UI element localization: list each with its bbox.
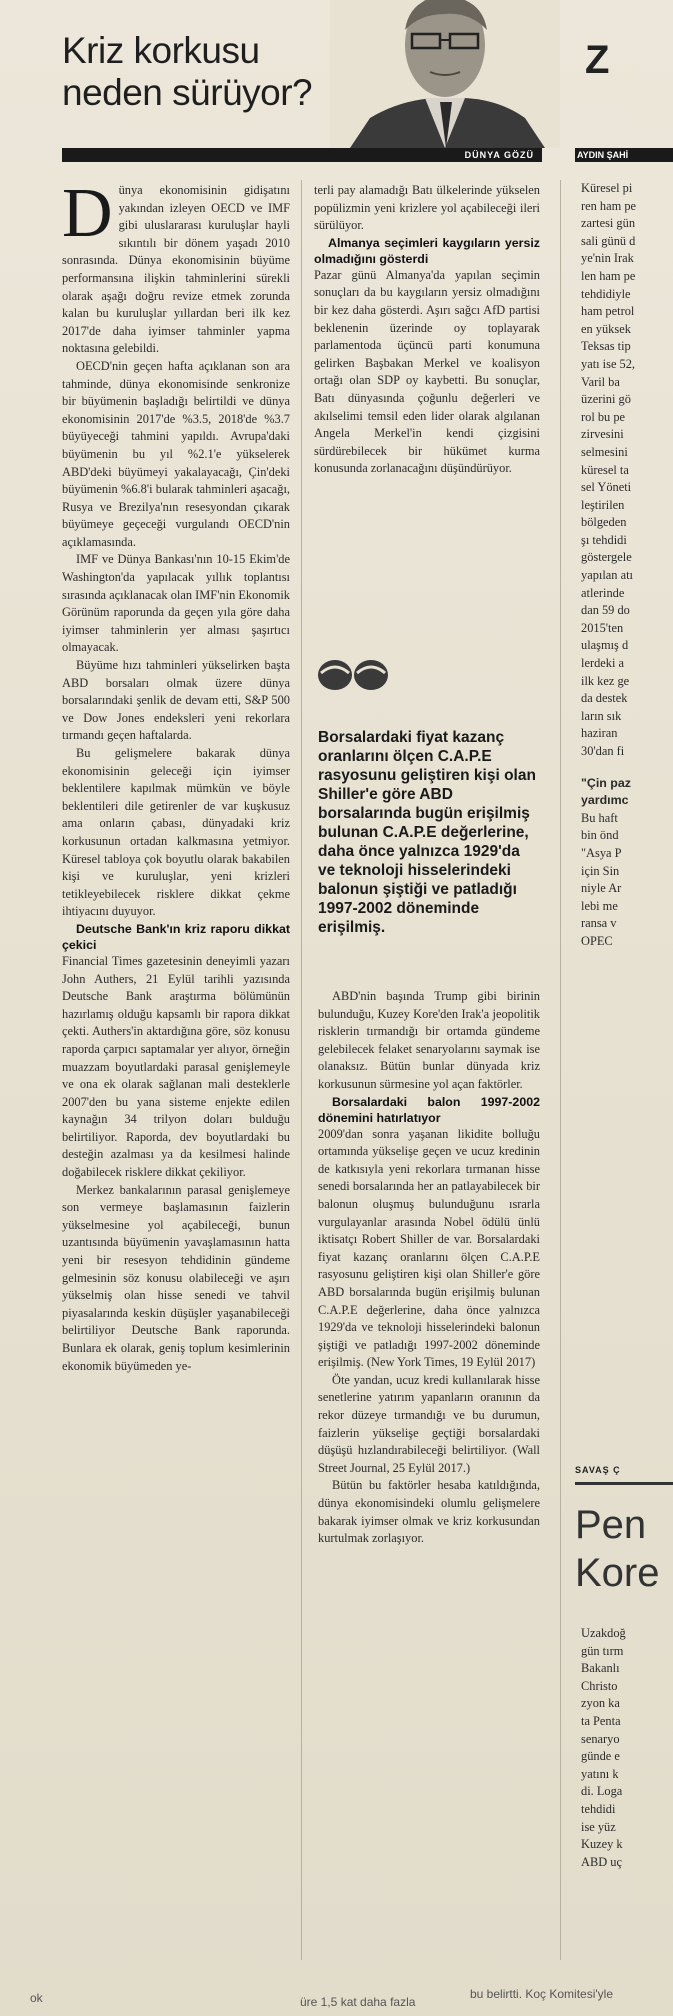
bottom-fragment-right: bu belirtti. Koç Komitesi'yle (470, 1987, 614, 2001)
paragraph: IMF ve Dünya Bankası'nın 10-15 Ekim'de Washington'da yapılacak yıllık toplantısı sırasında açıklanacak olan IMF'nin Ekonomik Görünüm raporunda da geçen yıla göre daha iyimser tahminlerin yer alması şaşırtıcı olmayacak. (62, 552, 290, 655)
paragraph: Merkez bankalarının parasal genişlemeye son vermeye başlamasının faizlerin yükselmesine yol açabileceği, bunun uzantısında büyümenin yavaşlamasının hatta yeni bir resesyon tehdidinin gündeme gelmesinin söz konusu olabileceği ve aşırı yükselmiş olan hisse senedi ve tahvil piyasalarında keskin düşüşler yaşanabileceği belirtiliyor Deutsche Bank raporunda. Bunlara ek olarak, geniş toplum kesimlerinin ekonomik büyümeden ye- (62, 1182, 290, 1373)
paragraph: Bütün bu faktörler hesaba katıldığında, dünya ekonomisindeki olumlu gelişmelere bakarak iyimser olmak ve kriz korkusundan kurtulmak zorlaşıyor. (318, 1478, 540, 1546)
adjacent-article-strip (575, 0, 673, 2016)
drop-cap: D (62, 175, 113, 252)
paragraph: ABD'nin başında Trump gibi birinin bulunduğu, Kuzey Kore'den Irak'a jeopolitik risklerin tırmandığı bir ortamda gündeme gelebilecek felaket senaryolarını saymak ise olanaksız. Bütün bunlar dünyada kriz korkusunun sürmesine yol açan faktörler. (318, 989, 540, 1091)
adjacent-text-lower: Uzakdoğ gün tırm Bakanlı Christo zyon ka ta Penta senaryo günde e yatını k di. Loga tehdidi ise yüz Kuzey k ABD uç (581, 1626, 626, 1869)
paragraph: Dünya ekonomisinin gidişatını yakından izleyen OECD ve IMF gibi uluslararası kuruluşlar hayli sıkıntılı bir dönem yaşadı 2010 sonrasında. Dünya ekonomisinin büyüme performansına ilişkin tahminlerini sürekli olarak aşağı doğru revize etmek zorunda kalan bu kuruluşlar yıllardan beri ilk kez 2017'de daha iyimser tahminler yapma noktasına gelebildi. (62, 175, 290, 356)
article-column-2 (314, 182, 540, 478)
headline (62, 30, 362, 114)
pull-quote: Borsalardaki fiyat kazanç oranlarını ölçen C.A.P.E rasyosunu geliştiren kişi olan Shiller'e göre ABD borsalarında bugün erişilmiş bulunan C.A.P.E değerlerine, daha önce yalnızca 1929'da ve teknoloji hisselerindeki balonun şiştiği ve patladığı 1997-2002 döneminde erişilmiş. (318, 729, 536, 936)
paragraph: terli pay alamadığı Batı ülkelerinde yükselen popülizmin yeni krizlere yol açabileceği ileri sürülüyor. (314, 183, 540, 233)
column-divider (301, 180, 302, 1960)
adjacent-headline-2: Kore (575, 1550, 660, 1595)
subheading: Deutsche Bank'ın kriz raporu dikkat çekici (62, 921, 290, 952)
paragraph: OECD'nin geçen hafta açıklanan son ara tahminde, dünya ekonomisinde senkronize bir büyümenin başladığı belirtildi ve dünya ekonomisinin 2017'de %3.5, 2018'de %3.7 büyüyeceği tahmini yapıldı. Avrupa'daki büyümenin bu yıl %2.1'e yükselerek ABD'deki büyümeyi yakalayacağı, Çin'deki büyümenin %6.8'i bularak tahminleri aşacağı, Rusya ve Brezilya'nın resesyondan çıkarak büyümeye geçeceği vurgulandı OECD'nin açıklamasında. (62, 358, 290, 549)
bottom-fragment-center: üre 1,5 kat daha fazla (300, 1995, 416, 2009)
adjacent-section-label: SAVAŞ Ç (575, 1465, 621, 1475)
headline-line-2: neden sürüyor? (62, 72, 313, 113)
adjacent-text: Küresel pi ren ham pe zartesi gün sali günü d ye'nin Irak len ham pe tehdidiyle ham petrol en yüksek Teksas tip yatı ise 52, Varil ba üzerini gö rol bu pe zirvesini selmesini küresel ta sel Yöneti leştirilen bölgeden şı tehdidi göstergele yapılan atı atlerinde dan 59 do 2015'ten ulaşmış d lerdeki a ilk kez ge da destek ların sık haziran 30'dan fi "Çin paz yardımc Bu haft bin önd "Asya P için Sin niyle Ar lebi me ransa v OPEC (581, 181, 637, 948)
paragraph: Bu gelişmelere bakarak dünya ekonomisinin geleceği için iyimser beklentilere kapılmak mümkün ve böyle beklentileri dile getirenler de var kuşkusuz ama onların çabası, dünyadaki kriz korkusunun ortadan kalkmasına yetmiyor. Küresel tabloya çok boyutlu olarak bakabilen kişi ve kuruluşlar, yeni krizleri tetikleyebilecek risklere dikkat çekme ihtiyacını duyuyor. (62, 746, 290, 919)
paragraph: Financial Times gazetesinin deneyimli yazarı John Authers, 21 Eylül tarihli yazısında Deutsche Bank araştırma bölümünün hazırlamış olduğu kapsamlı bir rapora dikkat çekti. Authers'in aktardığına göre, söz konusu raporda çarpıcı saptamalar yer alıyor, örneğin muazzam boyutlardaki parasal genişlemeyle ve ona ek olarak sağlanan mali desteklerle 2007'den bu yana sisteme enjekte edilen kaynağın 34 trilyon doları bulduğu belirtiliyor. Raporda, dev boyutlardaki bu desteğin azalması ya da kesilmesi halinde doğabilecek risklere dikkat çekiliyor. (62, 953, 290, 1180)
subheading: Almanya seçimleri kaygıların yersiz olmadığını gösterdi (314, 235, 540, 266)
article-column-1 (62, 175, 290, 1375)
paragraph: 2009'dan sonra yaşanan likidite bolluğu ortamında yükselişe geçen ve ucuz kredinin de katkısıyla yeni rekorlara tırmanan hisse senedi borsalarında her an patlayabilecek bir balonun oluşmuş bulunduğunu ısrarla vurgulayanlar arasında Nobel ödülü ünlü iktisatçı Robert Shiller de var. Borsalardaki fiyat kazanç oranlarını ölçen C.A.P.E rasyosunu geliştiren kişi olan Shiller'e göre ABD borsalarında bugün erişilmiş bulunan C.A.P.E değerlerine, daha önce yalnızca 1929'da ve teknoloji hisselerindeki balonun şiştiği ve patladığı 1997-2002 döneminde erişilmiş. (New York Times, 19 Eylül 2017) (318, 1126, 540, 1370)
adjacent-headline-fragment: Z (585, 38, 610, 82)
paragraph: Öte yandan, ucuz kredi kullanılarak hisse senetlerine yatırım yapanların oranının da rekor düzeye tırmandığı ve bu durumun, faizlerin yükselişe geçtiği borsalardaki düşüşü hızlandırabileceği belirtiliyor. (Wall Street Journal, 25 Eylül 2017.) (318, 1372, 540, 1475)
adjacent-section-rule (575, 1482, 673, 1485)
quote-marks-icon (315, 655, 395, 699)
next-page-fragment (0, 1985, 673, 2016)
article-column-2-lower (318, 988, 540, 1548)
subheading: Borsalardaki balon 1997-2002 dönemini hatırlatıyor (318, 1094, 540, 1125)
paragraph: Büyüme hızı tahminleri yükselirken başta ABD borsaları olmak üzere dünya borsalarındaki şenlik de devam etti, S&P 500 ve Dow Jones endeksleri yeni rekorlara tırmandı geçen haftalarda. (62, 658, 290, 743)
bottom-fragment-left: ok (30, 1991, 43, 2005)
column-name: DÜNYA GÖZÜ (464, 150, 534, 160)
adjacent-headline-1: Pen (575, 1502, 647, 1547)
paragraph: Pazar günü Almanya'da yapılan seçimin sonuçları da bu kaygıların yersiz olmadığını bir kez daha gösterdi. Aşırı sağcı AfD partisi beklenenin üzerinde oy toplayarak parlamentoda üçüncü parti konumuna gelirken Başbakan Merkel ve koalisyon ortağı olan SDP oy kaybetti. Bu sonuçlar, Batı dünyasında çoğunlu değerleri ve akılselimi temsil eden lider olarak algılanan Angela Merkel'in kendi çizgisini sürdürebilecek bir hükümet kurma konusunda zorlanacağını düşündürüyor. (314, 267, 540, 476)
adjacent-author: AYDIN ŞAHİ (577, 150, 629, 160)
adjacent-section (575, 1462, 673, 1597)
column-divider-right (560, 180, 561, 1960)
headline-line-1: Kriz korkusu (62, 30, 260, 71)
author-portrait (330, 0, 560, 148)
